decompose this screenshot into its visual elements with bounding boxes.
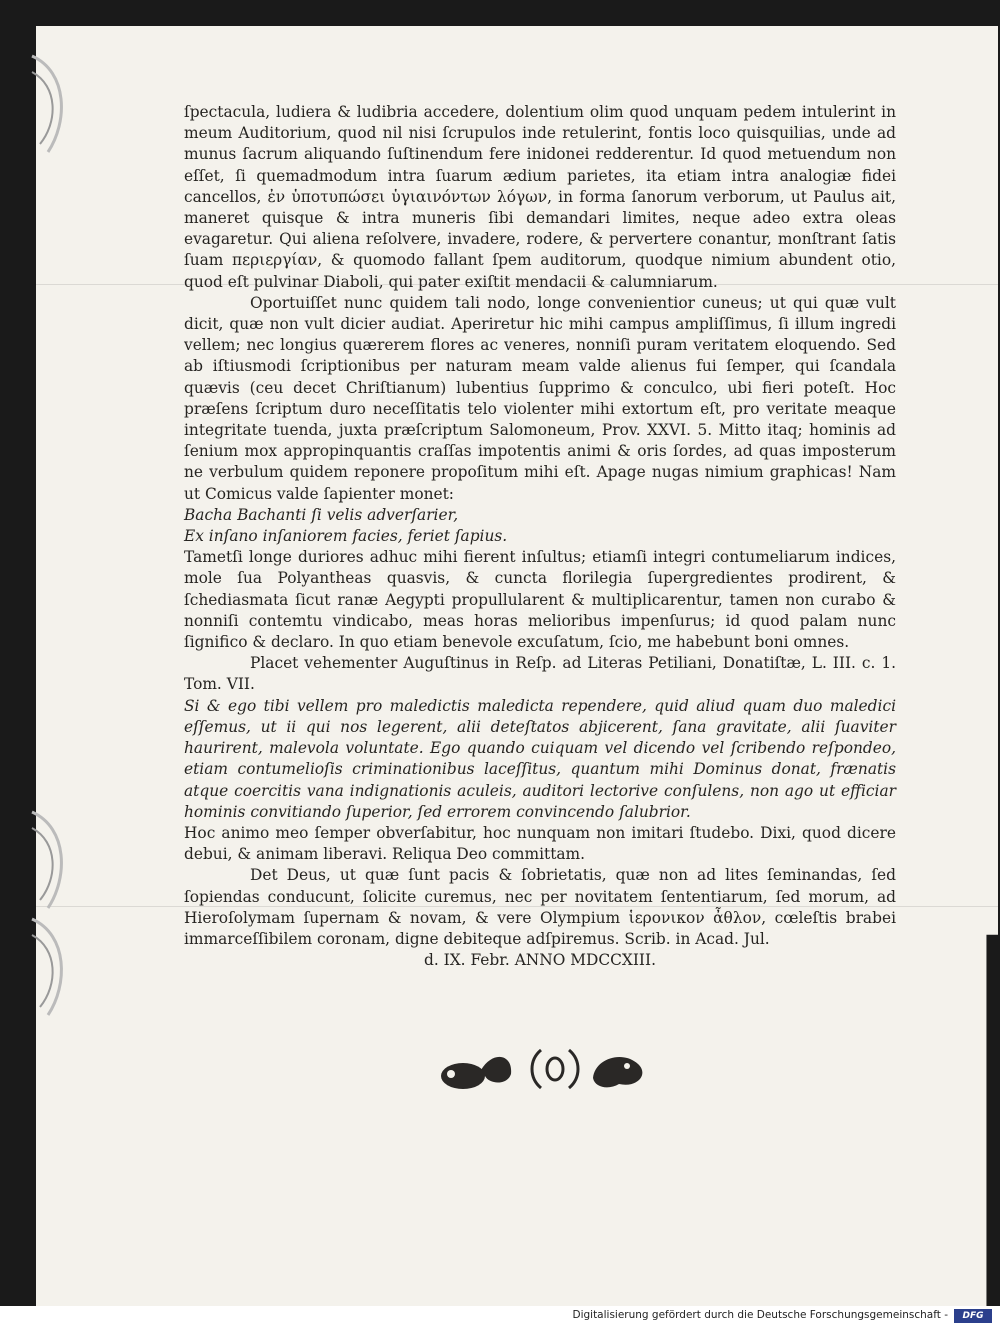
dfg-logo-icon[interactable]: DFG <box>954 1309 992 1323</box>
paragraph: ſpectacula, ludiera & ludibria accedere, dolentium olim quod unquam pedem intulerint in meum Auditorium, quod nil nisi ſcrupulos inde retulerint, fontis loco quisquilias, unde ad munus ſacrum aliquando ſuſtinendum fere inidonei redderentur. Id quod metuendum non eſſet, ſi quemadmodum intra ſuarum ædium parietes, ita etiam intra analogiæ fidei cancellos, ἐν ὑποτυπώσει ὑγιαινόντων λόγων, in forma ſanorum verborum, ut Paulus ait, maneret quisque & intra muneris ſibi demandari limites, neque adeo extra oleas evagaretur. Qui aliena reſolvere, invadere, rodere, & pervertere conantur, monſtrant ſatis ſuam περιεργίαν, & quomodo fallant ſpem auditorum, quodque nimium abundent otio, quod eſt pulvinar Diaboli, qui pater exiſtit mendacii & calumniarum. <box>184 103 896 291</box>
binder-clip-icon <box>28 52 98 53</box>
paragraph: Placet vehementer Auguſtinus in Reſp. ad Literas Petiliani, Donatiſtæ, L. III. c. 1. Tom. VII. <box>184 654 896 694</box>
verse-line: Bacha Bachanti ſi velis adverſarier, <box>184 505 459 524</box>
binder-clip-icon <box>28 808 98 809</box>
quotation: Si & ego tibi vellem pro maledictis maledicta rependere, quid aliud quam duo maledici eſſemus, ut ii qui nos legerent, alii deteſtatos abjicerent, ſana gravitate, alii ſuaviter haurirent, malevola voluntate. Ego quando cuiquam vel dicendo vel ſcribendo reſpondeo, etiam contumelioſis criminationibus laceſſitus, quantum mihi Dominus donat, frænatis atque coercitis vana indignationis aculeis, auditori lectorive conſulens, non ago ut efficiar hominis convitiando ſuperior, ſed errorem convincendo ſalubrior. <box>184 696 896 821</box>
paragraph: Oportuiſſet nunc quidem tali nodo, longe convenientior cuneus; ut qui quæ vult dicit, quæ non vult dicier audiat. Aperiretur hic mihi campus ampliſſimus, ſi illum ingredi vellem; nec longius quærerem flores ac veneres, nonniſi puram veritatem eloquendo. Sed ab iſtiusmodi ſcriptionibus per naturam meam valde alienus fui ſemper, qui ſcandala quævis (ceu decet Chriſtianum) lubentius ſupprimo & conculco, ubi fieri poteſt. Hoc præſens ſcriptum duro neceſſitatis telo violenter mihi extortum eſt, pro veritate meaque integritate tuenda, juxta præſcriptum Salomoneum, Prov. XXVI. 5. Mitto itaq; hominis ad ſenium mox appropinquantis craſſas impotentis animi & oris ſordes, ad quas imposterum ne verbulum quidem reponere propoſitum mihi eſt. Apage nugas nimium graphicas! Nam ut Comicus valde ſapienter monet: <box>184 293 896 503</box>
footer-bar <box>0 1306 1000 1327</box>
document-body <box>184 102 896 971</box>
paragraph: Hoc animo meo ſemper obverſabitur, hoc nunquam non imitari ſtudebo. Dixi, quod dicere debui, & animam liberavi. Reliqua Deo committam. <box>184 823 896 864</box>
dateline: d. IX. Febr. ANNO MDCCXIII. <box>423 951 656 970</box>
printers-ornament-icon <box>423 1040 668 1095</box>
paragraph: Det Deus, ut quæ ſunt pacis & ſobrietatis, quæ non ad lites ſeminandas, ſed ſopiendas conducunt, ſolicite curemus, nec per novitatem ſententiarum, ſed morum, ad Hieroſolymam ſupernam & novam, & vere Olympium ἱερονικον ἆθλον, cœleſtis brabei immarceſſibilem coronam, digne debiteque adſpiremus. Scrib. in Acad. Jul. <box>184 866 896 948</box>
footer-credit: Digitalisierung gefördert durch die Deutsche Forschungsgemeinschaft - <box>572 1309 948 1321</box>
paragraph: Tametſi longe duriores adhuc mihi fierent inſultus; etiamſi integri contumeliarum indices, mole ſua Polyantheas quasvis, & cuncta florilegia ſupergredientes prodirent, & ſchediasmata ſicut ranæ Aegypti propullularent & multiplicarentur, tamen non curabo & nonniſi contemtu vindicabo, meas horas melioribus impenſurus; id quod palam nunc ſignifico & declaro. In quo etiam benevole excuſatum, ſcio, me habebunt boni omnes. <box>184 548 896 652</box>
binder-clip-icon <box>28 915 98 916</box>
verse-line: Ex inſano inſaniorem facies, feriet ſapius. <box>184 527 508 546</box>
